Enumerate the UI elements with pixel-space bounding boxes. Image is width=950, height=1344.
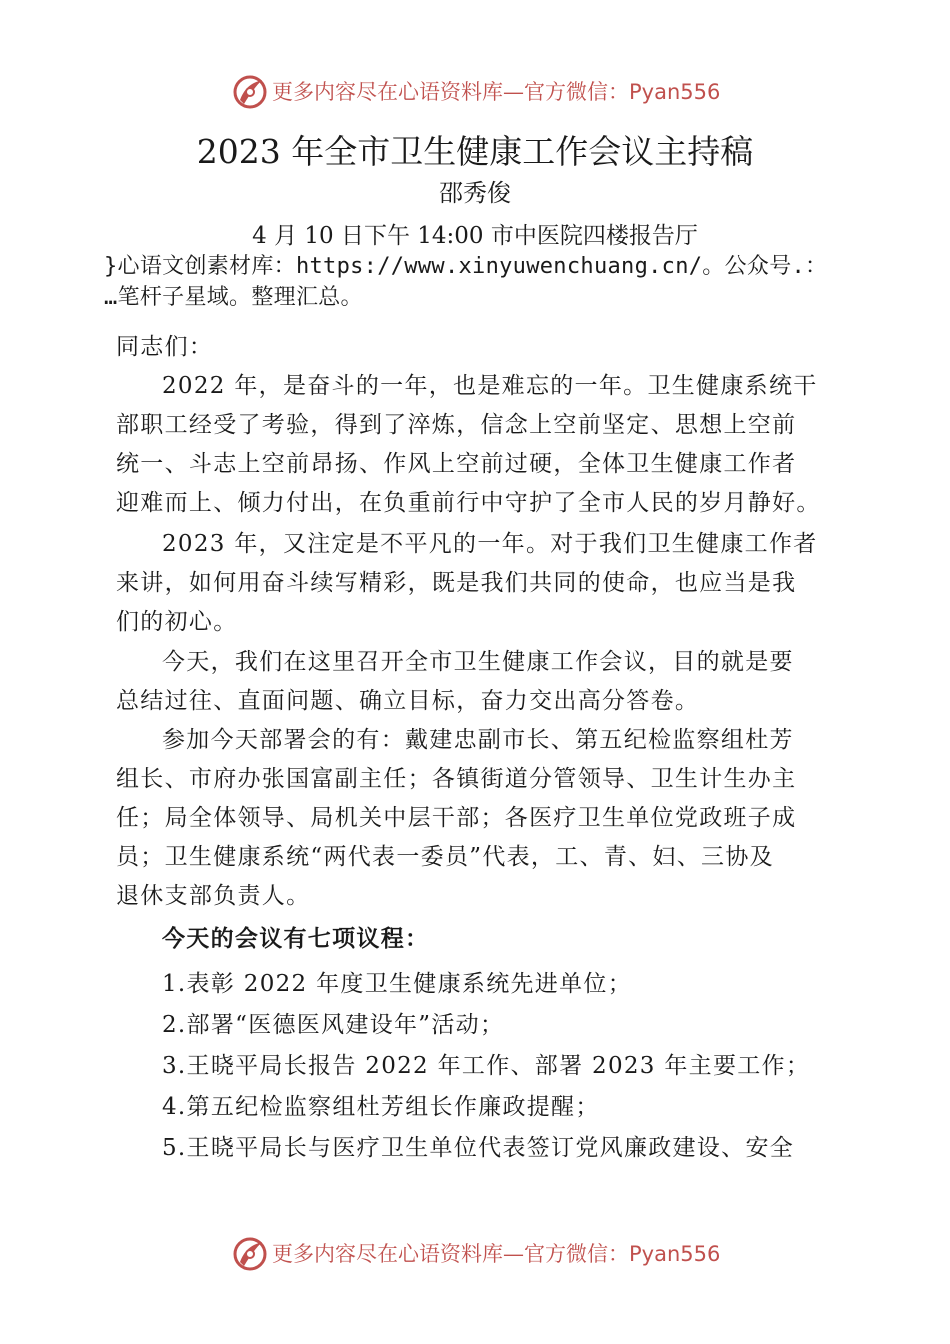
brush-logo-icon (232, 74, 268, 110)
source-note-line-1: }心语文创素材库：https://www.xinyuwenchuang.cn/。公众号.： (104, 254, 828, 279)
agenda-item: 2.部署“医德医风建设年”活动； (162, 1012, 505, 1038)
date-location: 4 月 10 日下午 14:00 市中医院四楼报告厅 (252, 223, 698, 249)
wechat-id: Pyan556 (629, 80, 721, 104)
agenda-item: 5.王晓平局长与医疗卫生单位代表签订党风廉政建设、安全 (162, 1135, 795, 1161)
salutation: 同志们： (116, 334, 214, 360)
source-note-line-2: …笔杆子星域。整理汇总。 (104, 285, 363, 310)
top-watermark-banner (0, 72, 950, 112)
brush-logo-icon (232, 1236, 268, 1272)
bottom-watermark-banner (0, 1234, 950, 1274)
paragraph-2: 2023 年，又注定是不平凡的一年。对于我们卫生健康工作者 来讲，如何用奋斗续写精彩，既是我们共同的使命，也应当是我 们的初心。 (116, 531, 818, 635)
paragraph-1: 2022 年，是奋斗的一年，也是难忘的一年。卫生健康系统干 部职工经受了考验，得到了淬炼，信念上空前坚定、思想上空前 统一、斗志上空前昂扬、作风上空前过硬，全体卫生健康工作者 迎难而上、倾力付出，在负重前行中守护了全市人民的岁月静好。 (116, 373, 821, 516)
agenda-item: 1.表彰 2022 年度卫生健康系统先进单位； (162, 971, 632, 997)
banner-text: 更多内容尽在心语资料库—官方微信：Pyan556 (272, 1242, 721, 1266)
agenda-heading: 今天的会议有七项议程： (162, 926, 430, 952)
wechat-id: Pyan556 (629, 1242, 721, 1266)
paragraph-4: 参加今天部署会的有：戴建忠副市长、第五纪检监察组杜芳 组长、市府办张国富副主任；各镇街道分管领导、卫生计生办主 任；局全体领导、局机关中层干部；各医疗卫生单位党政班子成 员；卫生健康系统“两代表一委员”代表，工、青、妇、三协及 退休支部负责人。 (116, 727, 797, 909)
banner-text: 更多内容尽在心语资料库—官方微信：Pyan556 (272, 80, 721, 104)
agenda-item: 3.王晓平局长报告 2022 年工作、部署 2023 年主要工作； (162, 1053, 811, 1079)
paragraph-3: 今天，我们在这里召开全市卫生健康工作会议，目的就是要 总结过往、直面问题、确立目标，奋力交出高分答卷。 (116, 649, 794, 714)
agenda-list (116, 964, 856, 1169)
document-title: 2023 年全市卫生健康工作会议主持稿 (196, 132, 754, 171)
agenda-item: 4.第五纪检监察组杜芳组长作廉政提醒； (162, 1094, 600, 1120)
author-name: 邵秀俊 (439, 179, 511, 207)
